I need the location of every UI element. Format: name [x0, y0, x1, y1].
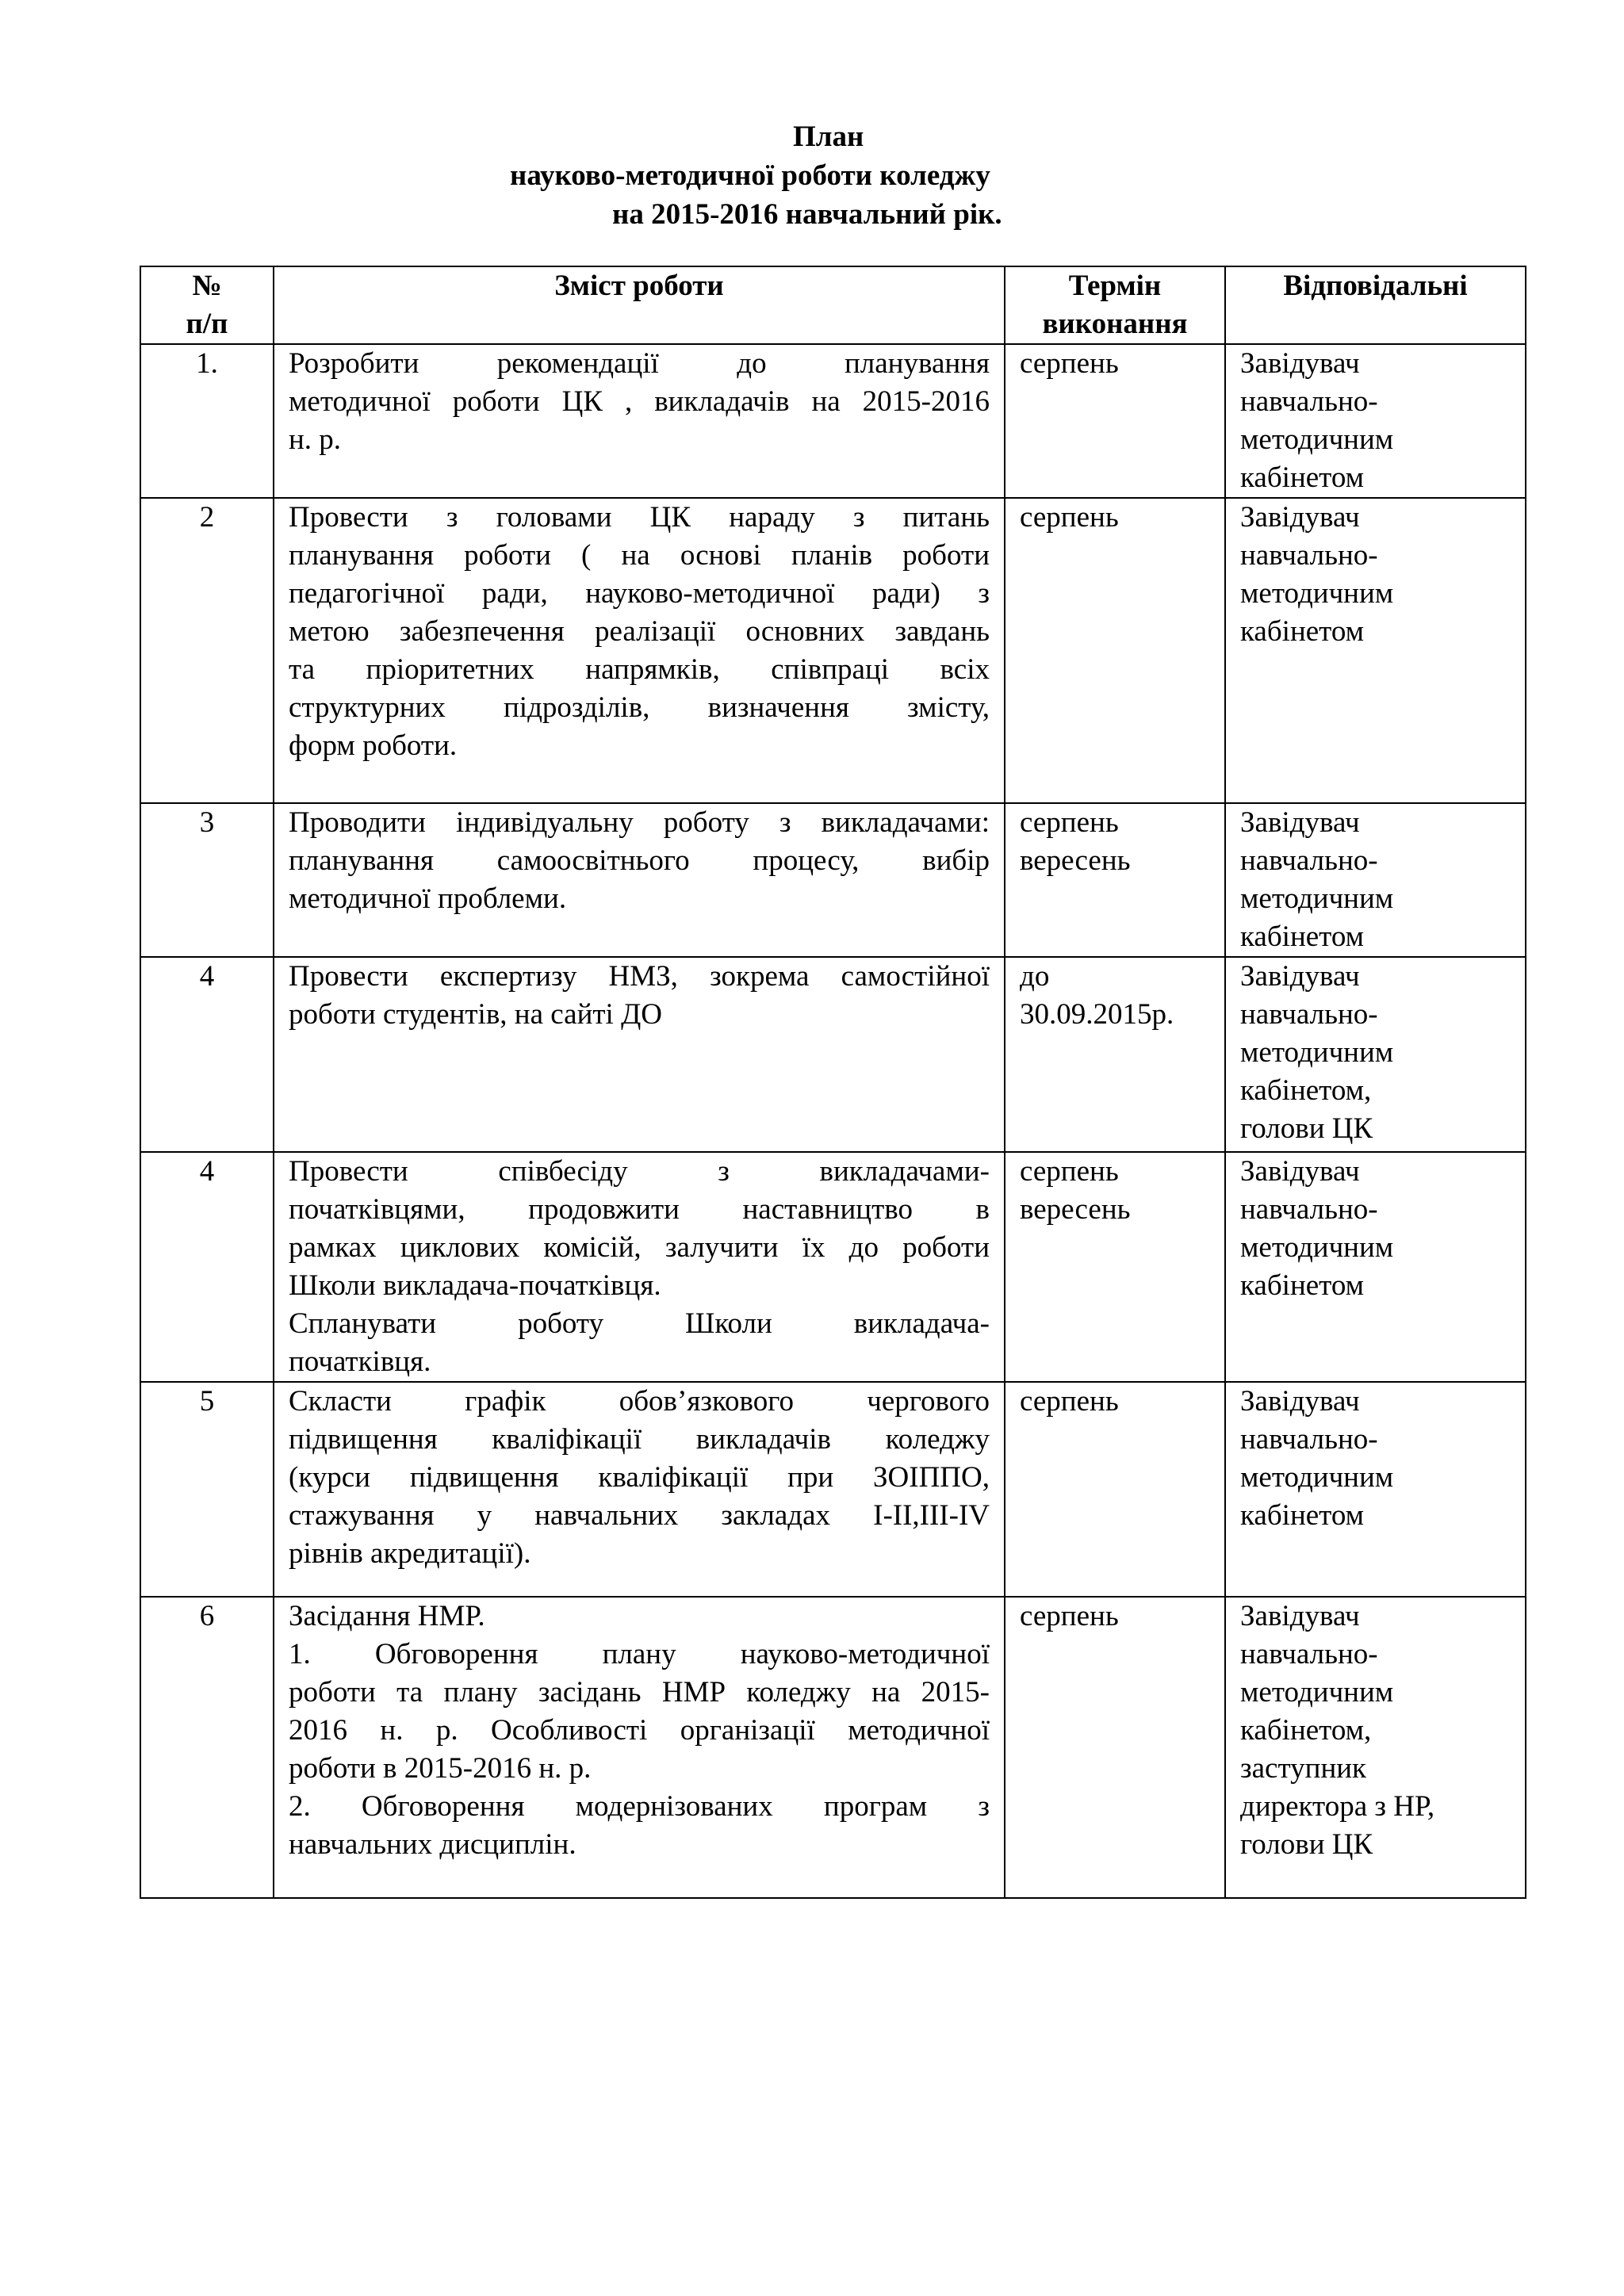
content-line: н. р. — [289, 423, 342, 456]
header-number — [140, 266, 274, 344]
content-line: та пріоритетних напрямків, співпраці всіх — [289, 653, 990, 686]
row-responsible — [1225, 344, 1526, 498]
row-term — [1005, 1152, 1225, 1382]
responsible-line: Завідувач — [1240, 960, 1360, 993]
responsible-line: кабінетом — [1240, 615, 1365, 648]
responsible-line: кабінетом, — [1240, 1074, 1372, 1107]
responsible-line: кабінетом — [1240, 920, 1365, 953]
responsible-line: методичним — [1240, 1461, 1394, 1494]
content-line: навчальних дисциплін. — [289, 1828, 576, 1861]
term-line: серпень — [1020, 1600, 1119, 1632]
content-line: роботи студентів, на сайті ДО — [289, 998, 663, 1031]
row-term — [1005, 803, 1225, 957]
row-content — [274, 957, 1005, 1152]
responsible-line: навчально- — [1240, 539, 1378, 572]
responsible-line: Завідувач — [1240, 806, 1360, 839]
row-content — [274, 803, 1005, 957]
responsible-line: методичним — [1240, 1676, 1394, 1709]
content-line: 2016 н. р. Особливості організації методичної — [289, 1714, 990, 1747]
responsible-line: Завідувач — [1240, 1155, 1360, 1188]
content-line: методичної проблеми. — [289, 882, 567, 915]
table-row — [140, 957, 1526, 1152]
content-line: Провести з головами ЦК нараду з питань — [289, 501, 990, 534]
term-line: вересень — [1020, 844, 1131, 877]
row-responsible — [1225, 1382, 1526, 1597]
header-number-line-2: п/п — [186, 308, 228, 340]
row-term — [1005, 498, 1225, 803]
title-line-1: План — [793, 121, 864, 153]
content-line: Проводити індивідуальну роботу з викладачами: — [289, 806, 990, 839]
row-content — [274, 1152, 1005, 1382]
content-line: роботи в 2015-2016 н. р. — [289, 1752, 592, 1785]
content-line: 2. Обговорення модернізованих програм з — [289, 1790, 990, 1823]
header-term-line-2: виконання — [1042, 308, 1188, 340]
row-responsible — [1225, 498, 1526, 803]
content-line: форм роботи. — [289, 729, 458, 762]
content-line: початківцями, продовжити наставництво в — [289, 1193, 990, 1226]
content-line: (курси підвищення кваліфікації при ЗОІППО, — [289, 1461, 990, 1494]
responsible-line: директора з НР, — [1240, 1790, 1435, 1823]
row-number: 4 — [140, 1152, 274, 1382]
table-row — [140, 1382, 1526, 1597]
content-line: Школи викладача-початківця. — [289, 1269, 661, 1302]
responsible-line: методичним — [1240, 1231, 1394, 1264]
term-line: серпень — [1020, 806, 1119, 839]
row-responsible — [1225, 1597, 1526, 1898]
content-line: роботи та плану засідань НМР коледжу на 2015- — [289, 1676, 990, 1709]
table-header-row — [140, 266, 1526, 344]
term-line: вересень — [1020, 1193, 1131, 1226]
responsible-line: навчально- — [1240, 1638, 1378, 1670]
content-line: методичної роботи ЦК , викладачів на 2015-2016 — [289, 385, 990, 418]
table-row — [140, 498, 1526, 803]
term-line: серпень — [1020, 347, 1119, 380]
title-line-3: на 2015-2016 навчальний рік. — [612, 198, 1002, 231]
content-line: педагогічної ради, науково-методичної ради) з — [289, 577, 990, 610]
row-term — [1005, 344, 1225, 498]
responsible-line: методичним — [1240, 1036, 1394, 1069]
content-line: рамках циклових комісій, залучити їх до роботи — [289, 1231, 990, 1264]
row-term — [1005, 1382, 1225, 1597]
document-title — [0, 117, 1624, 234]
content-line: початківця. — [289, 1345, 431, 1378]
term-line: до — [1020, 960, 1050, 993]
term-line: серпень — [1020, 501, 1119, 534]
table-row — [140, 1597, 1526, 1898]
row-content — [274, 1382, 1005, 1597]
responsible-line: кабінетом — [1240, 461, 1365, 494]
content-line: структурних підрозділів, визначення змісту, — [289, 691, 990, 724]
content-line: підвищення кваліфікації викладачів коледжу — [289, 1423, 990, 1456]
content-line: стажування у навчальних закладах І-ІІ,ІІІ-ІV — [289, 1499, 990, 1532]
content-line: Спланувати роботу Школи викладача- — [289, 1307, 990, 1340]
content-line: планування роботи ( на основі планів роботи — [289, 539, 990, 572]
row-number: 3 — [140, 803, 274, 957]
responsible-line: навчально- — [1240, 998, 1378, 1031]
responsible-line: Завідувач — [1240, 347, 1360, 380]
row-term — [1005, 957, 1225, 1152]
responsible-line: кабінетом, — [1240, 1714, 1372, 1747]
table-row — [140, 344, 1526, 498]
responsible-line: Завідувач — [1240, 1600, 1360, 1632]
header-content-label: Зміст роботи — [554, 270, 724, 302]
row-responsible — [1225, 957, 1526, 1152]
row-number: 5 — [140, 1382, 274, 1597]
row-content — [274, 344, 1005, 498]
row-number: 1. — [140, 344, 274, 498]
header-number-line-1: № — [192, 270, 222, 302]
responsible-line: Завідувач — [1240, 501, 1360, 534]
responsible-line: методичним — [1240, 882, 1394, 915]
responsible-line: Завідувач — [1240, 1385, 1360, 1418]
responsible-line: методичним — [1240, 577, 1394, 610]
responsible-line: методичним — [1240, 423, 1394, 456]
responsible-line: голови ЦК — [1240, 1112, 1373, 1145]
row-number: 2 — [140, 498, 274, 803]
responsible-line: кабінетом — [1240, 1499, 1365, 1532]
header-responsible-label: Відповідальні — [1283, 270, 1468, 302]
term-line: серпень — [1020, 1155, 1119, 1188]
row-responsible — [1225, 803, 1526, 957]
responsible-line: навчально- — [1240, 844, 1378, 877]
content-line: 1. Обговорення плану науково-методичної — [289, 1638, 990, 1670]
responsible-line: голови ЦК — [1240, 1828, 1373, 1861]
responsible-line: навчально- — [1240, 385, 1378, 418]
content-line: Скласти графік обов’язкового чергового — [289, 1385, 990, 1418]
responsible-line: навчально- — [1240, 1193, 1378, 1226]
table-row — [140, 1152, 1526, 1382]
header-content — [274, 266, 1005, 344]
row-number: 4 — [140, 957, 274, 1152]
plan-table — [140, 266, 1526, 1899]
header-term — [1005, 266, 1225, 344]
content-line: Провести співбесіду з викладачами- — [289, 1155, 990, 1188]
row-content — [274, 498, 1005, 803]
responsible-line: кабінетом — [1240, 1269, 1365, 1302]
content-line: Розробити рекомендації до планування — [289, 347, 990, 380]
content-line: метою забезпечення реалізації основних завдань — [289, 615, 990, 648]
header-responsible — [1225, 266, 1526, 344]
header-term-line-1: Термін — [1068, 270, 1162, 302]
table-row — [140, 803, 1526, 957]
row-number: 6 — [140, 1597, 274, 1898]
responsible-line: навчально- — [1240, 1423, 1378, 1456]
term-line: серпень — [1020, 1385, 1119, 1418]
responsible-line: заступник — [1240, 1752, 1367, 1785]
content-line: планування самоосвітнього процесу, вибір — [289, 844, 990, 877]
row-responsible — [1225, 1152, 1526, 1382]
content-line: Засідання НМР. — [289, 1600, 485, 1632]
content-line: рівнів акредитації). — [289, 1537, 531, 1570]
row-term — [1005, 1597, 1225, 1898]
title-line-2: науково-методичної роботи коледжу — [510, 159, 990, 192]
row-content — [274, 1597, 1005, 1898]
content-line: Провести експертизу НМЗ, зокрема самостійної — [289, 960, 990, 993]
term-line: 30.09.2015р. — [1020, 998, 1174, 1031]
table-body — [140, 344, 1526, 1898]
